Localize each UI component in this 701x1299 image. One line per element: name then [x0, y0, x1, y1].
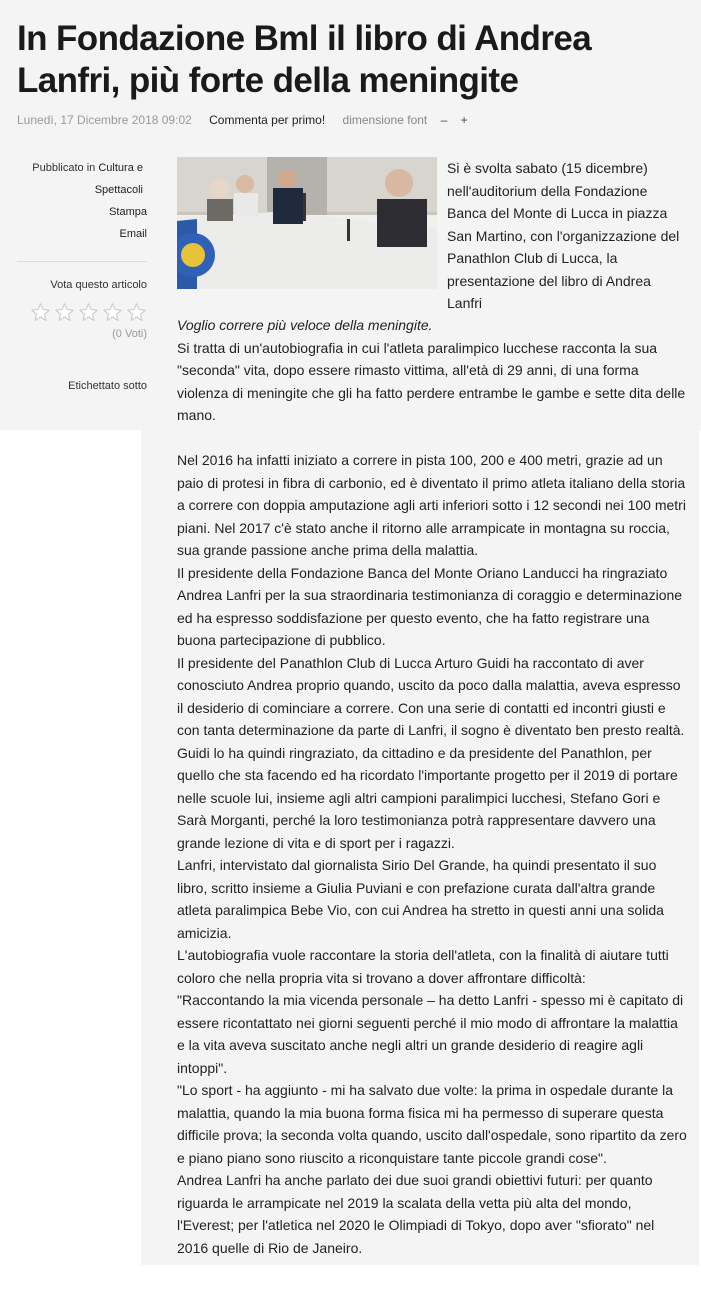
- paragraph: L'autobiografia vuole raccontare la storia dell'atleta, con la finalità di aiutare tutti coloro che nella propria vita si trovano a dover affrontare difficoltà:: [177, 947, 669, 986]
- paragraph: Andrea Lanfri ha anche parlato dei due suoi grandi obiettivi futuri: per quanto riguarda le arrampicate nel 2019 la scalata della vetta più alta del mondo, l'Everest; per l'atletica nel 2020 le Olimpiadi di Tokyo, dopo aver "sfiorato" nel 2016 quelle di Rio de Janeiro.: [177, 1172, 655, 1256]
- vote-label: Vota questo articolo: [50, 279, 147, 291]
- print-link[interactable]: Stampa: [109, 206, 147, 218]
- intro-text: Si è svolta sabato (15 dicembre) nell'auditorium della Fondazione Banca del Monte di Lucca in piazza San Martino, con l'organizzazione del Panathlon Club di Lucca, la presentazione del libro di Andrea Lanfri: [447, 160, 680, 311]
- article-title: In Fondazione Bml il libro di Andrea Lanfri, più forte della meningite: [17, 19, 592, 100]
- tagged-label: Etichettato sotto: [68, 380, 147, 392]
- article-photo: [177, 157, 437, 289]
- paragraph: Lanfri, intervistato dal giornalista Sirio Del Grande, ha quindi presentato il suo libro, scritto insieme a Giulia Puviani e con prefazione curata dall'altra grande atleta paralimpica Bebe Vio, con cui Andrea ha stretto in questi anni una solida amicizia.: [177, 857, 664, 941]
- star-icon[interactable]: [126, 302, 147, 323]
- paragraph: Il presidente del Panathlon Club di Lucca Arturo Guidi ha raccontato di aver conosciuto Andrea proprio quando, uscito da poco dalla malattia, aveva espresso il desiderio di cominciare a correre. Con una serie di contatti ed incontri giusti e con tanta determinazione da parte di Lanfri, il sogno è diventato ben presto realtà. Guidi lo ha quindi ringraziato, da cittadino e da presidente del Panathlon, per quello che sta facendo ed ha ricordato l'importante progetto per il 2019 di portare nelle scuole lui, insieme agli altri campioni paralimpici lucchesi, Stefano Gori e Sarà Morganti, perché la loro testimonianza potrà rappresentare davvero una grande lezione di vita e di sport per i ragazzi.: [177, 654, 685, 851]
- category-link[interactable]: Cultura e Spettacoli: [94, 162, 143, 196]
- article-meta: [17, 113, 468, 127]
- divider: [17, 261, 147, 262]
- comment-link[interactable]: Commenta per primo!: [209, 113, 326, 127]
- book-title: Voglio correre più veloce della meningite.: [177, 317, 433, 333]
- star-icon[interactable]: [30, 302, 51, 323]
- published-in-label: Pubblicato in: [32, 162, 96, 174]
- published-in: [17, 157, 147, 201]
- paragraph: "Lo sport - ha aggiunto - mi ha salvato due volte: la prima in ospedale durante la malattia, quando la mia buona forma fisica mi ha permesso di superare questa difficile prova; la seconda volta quando, uscito dall'ospedale, sono ripartito da zero e piano piano sono riuscito a riconquistare tante piccole grandi cose".: [177, 1082, 687, 1166]
- vote-count: (0 Voti): [112, 328, 147, 340]
- paragraph: Nel 2016 ha infatti iniziato a correre in pista 100, 200 e 400 metri, grazie ad un paio di protesi in fibra di carbonio, ed è diventato il primo atleta italiano della storia a correre con doppia amputazione agli arti inferiori sotto i 12 secondi nei 100 metri piani. Nel 2017 c'è stato anche il ritorno alle arrampicate in montagna su roccia, sua grande passione anche prima della malattia.: [177, 452, 686, 558]
- font-increase-button[interactable]: +: [460, 113, 468, 127]
- star-icon[interactable]: [54, 302, 75, 323]
- publish-date: Lunedì, 17 Dicembre 2018 09:02: [17, 113, 192, 127]
- star-icon[interactable]: [102, 302, 123, 323]
- font-decrease-button[interactable]: –: [440, 113, 448, 127]
- article-sidebar: [17, 157, 147, 397]
- paragraph: Si tratta di un'autobiografia in cui l'atleta paralimpico lucchese racconta la sua "seconda" vita, dopo essere rimasto vittima, all'età di 29 anni, di una forma violenza di meningite che gli ha fatto perdere entrambe le gambe e sette dita delle mano.: [177, 339, 686, 423]
- rating-stars[interactable]: [17, 302, 147, 323]
- star-icon[interactable]: [78, 302, 99, 323]
- paragraph: Il presidente della Fondazione Banca del Monte Oriano Landucci ha ringraziato Andrea Lanfri per la sua straordinaria testimonianza di coraggio e determinazione ed ha espresso soddisfazione per questo evento, che ha fatto registrare una buona partecipazione di pubblico.: [177, 564, 683, 648]
- font-size-label: dimensione font: [342, 113, 428, 127]
- paragraph: "Raccontando la mia vicenda personale – ha detto Lanfri - spesso mi è capitato di essere ricontattato nei giorni seguenti perché il mio modo di affrontare la malattia e la vita aveva suscitato anche negli altri un grande desiderio di reagire agli intoppi".: [177, 992, 684, 1076]
- article-body: [177, 314, 689, 1259]
- conference-photo: [177, 157, 437, 289]
- email-link[interactable]: Email: [119, 228, 147, 240]
